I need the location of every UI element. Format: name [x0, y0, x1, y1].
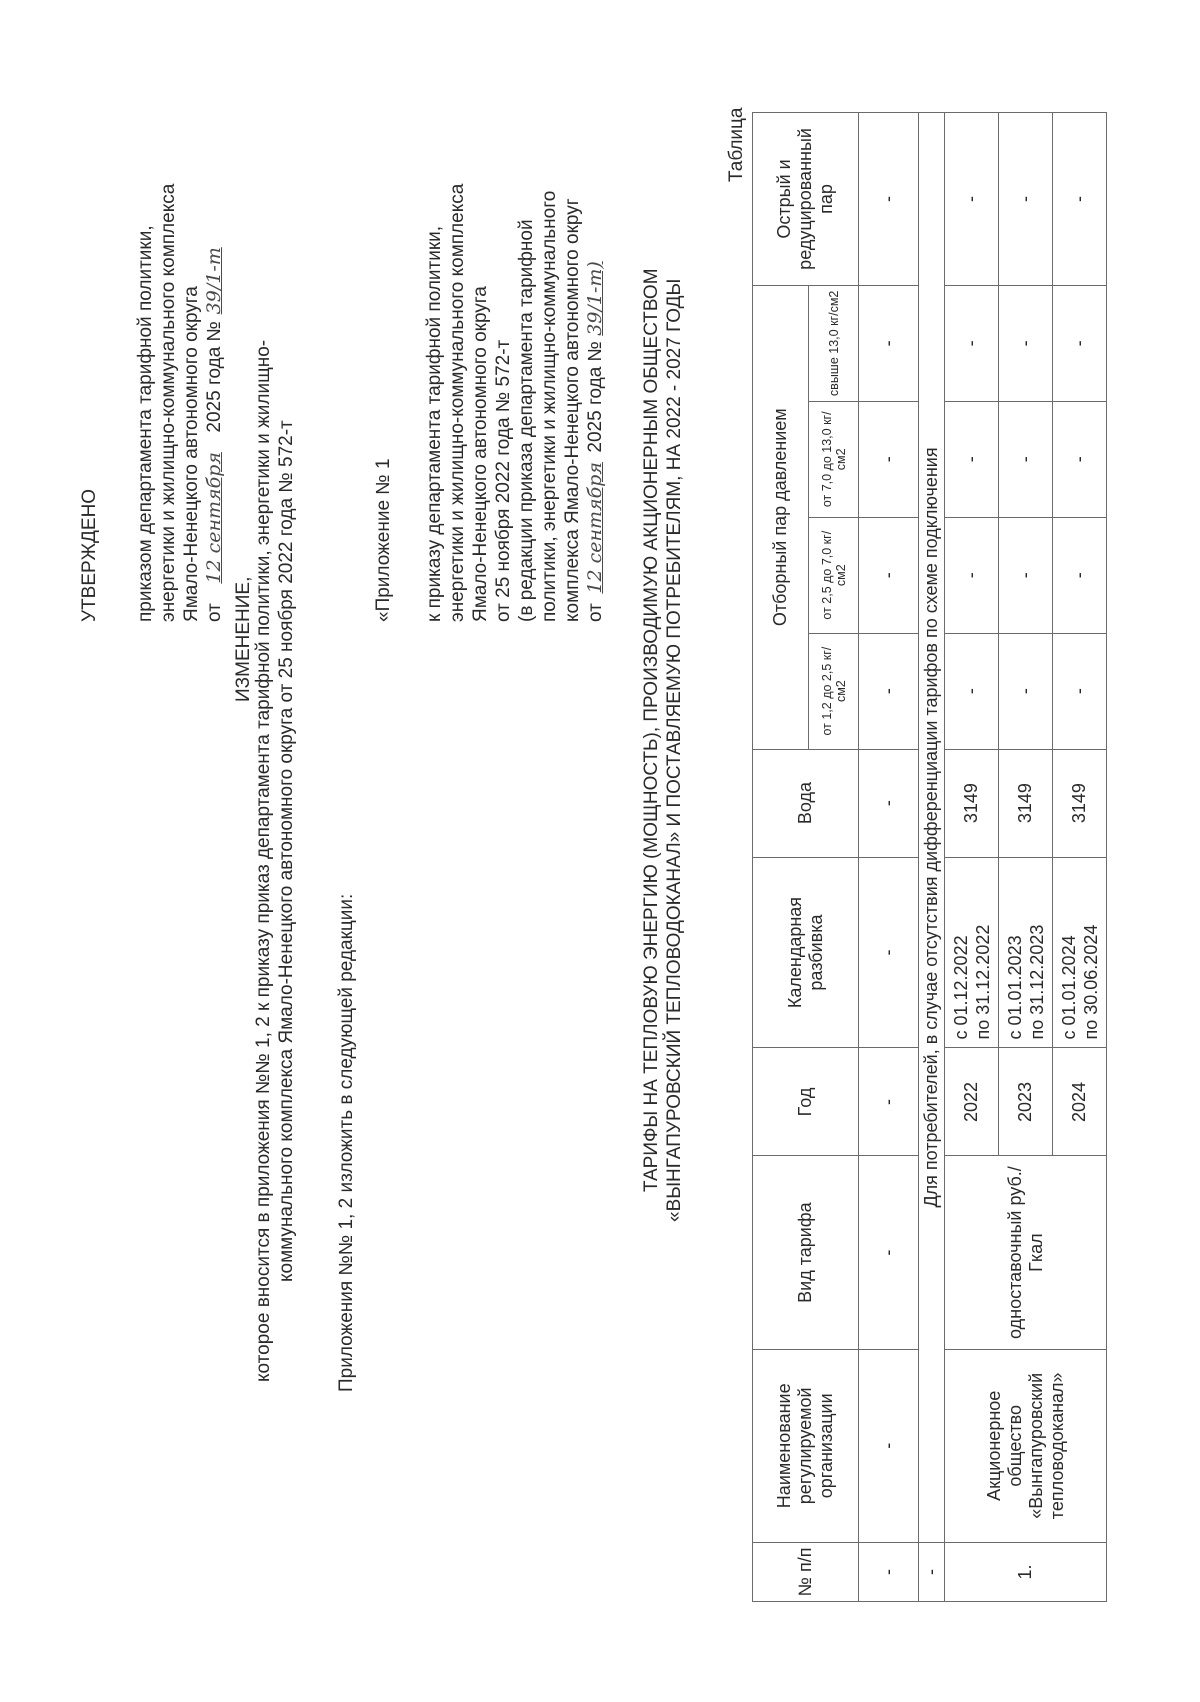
section-dash: -: [919, 1542, 945, 1601]
appendix-line-6: политики, энергетики и жилищно-коммунального: [539, 190, 560, 622]
appendix-line-3: Ямало-Ненецкого автономного округа: [470, 286, 491, 622]
change-title: ИЗМЕНЕНИЕ,: [233, 576, 254, 702]
approved-line-1: приказом департамента тарифной политики,: [135, 225, 156, 622]
approved-heading: УТВЕРЖДЕНО: [79, 488, 100, 622]
approved-date-year: 2025 года №: [204, 321, 225, 433]
header-pressure-2: от 2,5 до 7,0 кг/см2: [809, 517, 859, 633]
pressure-3-cell: -: [1053, 401, 1107, 517]
period-cell: [1053, 857, 1107, 1048]
appendix-date-handwritten: 12 сентября: [584, 462, 606, 594]
pressure-3-cell: -: [999, 401, 1053, 517]
dash-cell: -: [859, 1542, 919, 1601]
appendix-date: [584, 261, 607, 622]
pressure-4-cell: -: [945, 285, 999, 401]
appendix-heading: «Приложение № 1: [373, 458, 394, 622]
dash-cell: -: [859, 857, 919, 1048]
period-to: по 31.12.2022: [972, 924, 993, 1040]
sharp-steam-cell: -: [945, 113, 999, 286]
header-num: № п/п: [753, 1542, 859, 1601]
row-num: 1.: [945, 1542, 1107, 1601]
period-from: с 01.01.2023: [1004, 935, 1025, 1040]
year-cell: 2022: [945, 1048, 999, 1156]
water-cell: 3149: [1053, 749, 1107, 857]
appendix-number-handwritten: 39/1-т): [584, 261, 606, 336]
appendix-date-prefix: от: [585, 603, 606, 622]
header-pressure-1: от 1,2 до 2,5 кг/см2: [809, 633, 859, 749]
water-cell: 3149: [999, 749, 1053, 857]
sharp-steam-cell: -: [1053, 113, 1107, 286]
appendix-line-7: комплекса Ямало-Ненецкого автономного округ: [562, 198, 583, 622]
period-to: по 31.12.2023: [1026, 924, 1047, 1040]
change-line-1: которое вносится в приложения №№ 1, 2 к приказу приказ департамента тарифной политики, энергетики и жилищно-: [253, 339, 274, 1382]
appendix-line-5: (в редакции приказа департамента тарифной: [516, 219, 537, 622]
period-from: с 01.12.2022: [950, 935, 971, 1040]
period-cell: [945, 857, 999, 1048]
dash-cell: -: [859, 1156, 919, 1349]
header-water: Вода: [753, 749, 859, 857]
pressure-4-cell: -: [999, 285, 1053, 401]
approved-date: [203, 246, 226, 622]
header-pressure-3: от 7,0 до 13,0 кг/см2: [809, 401, 859, 517]
change-instruction: Приложения №№ 1, 2 изложить в следующей редакции:: [336, 893, 357, 1392]
dash-cell: -: [859, 1048, 919, 1156]
approved-date-handwritten: 12 сентября: [203, 452, 225, 584]
section-title: Для потребителей, в случае отсутствия дифференциации тарифов по схеме подключения: [919, 113, 945, 1543]
table-header-row-1: [753, 113, 809, 1602]
table-section-row: [919, 113, 945, 1602]
appendix-date-year: 2025 года №: [585, 341, 606, 453]
approved-line-2: энергетики и жилищно-коммунального комплекса: [158, 183, 179, 622]
header-sharp-steam: Острый и редуцированный пар: [753, 113, 859, 286]
org-name: Акционерное общество «Вынгапуровский тепловодоканал»: [945, 1349, 1107, 1542]
pressure-1-cell: -: [1053, 633, 1107, 749]
tariff-kind: одноставочный руб./Гкал: [945, 1156, 1107, 1349]
tariff-title-line-2: «ВЫНГАПУРОВСКИЙ ТЕПЛОВОДОКАНАЛ» И ПОСТАВЛЯЕМУЮ ПОТРЕБИТЕЛЯМ, НА 2022 - 2027 ГОДЫ: [664, 278, 685, 1222]
pressure-4-cell: -: [1053, 285, 1107, 401]
water-cell: 3149: [945, 749, 999, 857]
appendix-line-2: энергетики и жилищно-коммунального комплекса: [447, 183, 468, 622]
year-cell: 2024: [1053, 1048, 1107, 1156]
period-to: по 30.06.2024: [1080, 924, 1101, 1040]
table-row: [945, 113, 999, 1602]
period-cell: [999, 857, 1053, 1048]
header-pressure-4: свыше 13,0 кг/см2: [809, 285, 859, 401]
approved-line-3: Ямало-Ненецкого автономного округа: [181, 286, 202, 622]
approved-number-handwritten: 39/1-т: [203, 247, 225, 315]
pressure-2-cell: -: [1053, 517, 1107, 633]
header-calendar: Календарная разбивка: [753, 857, 859, 1048]
pressure-1-cell: -: [999, 633, 1053, 749]
period-from: с 01.01.2024: [1058, 935, 1079, 1040]
table-label: Таблица: [726, 107, 747, 182]
change-line-2: коммунального комплекса Ямало-Ненецкого автономного округа от 25 ноября 2022 года № 572-т: [276, 420, 297, 1282]
dash-cell: -: [859, 633, 919, 749]
dash-cell: -: [859, 1349, 919, 1542]
header-steam: Отборный пар давлением: [753, 285, 809, 749]
appendix-line-4: от 25 ноября 2022 года № 572-т: [493, 339, 514, 622]
approved-date-prefix: от: [204, 603, 225, 622]
pressure-2-cell: -: [999, 517, 1053, 633]
pressure-2-cell: -: [945, 517, 999, 633]
dash-cell: -: [859, 113, 919, 286]
tariff-table: [752, 112, 1107, 1602]
pressure-1-cell: -: [945, 633, 999, 749]
sharp-steam-cell: -: [999, 113, 1053, 286]
dash-cell: -: [859, 517, 919, 633]
header-year: Год: [753, 1048, 859, 1156]
tariff-title-line-1: ТАРИФЫ НА ТЕПЛОВУЮ ЭНЕРГИЮ (МОЩНОСТЬ), ПРОИЗВОДИМУЮ АКЦИОНЕРНЫМ ОБЩЕСТВОМ: [641, 268, 662, 1192]
year-cell: 2023: [999, 1048, 1053, 1156]
header-tariff-type: Вид тарифа: [753, 1156, 859, 1349]
dash-cell: -: [859, 285, 919, 401]
table-dash-row: [859, 113, 919, 1602]
header-org: Наименование регулируемой организации: [753, 1349, 859, 1542]
appendix-line-1: к приказу департамента тарифной политики,: [424, 225, 445, 622]
dash-cell: -: [859, 401, 919, 517]
pressure-3-cell: -: [945, 401, 999, 517]
dash-cell: -: [859, 749, 919, 857]
